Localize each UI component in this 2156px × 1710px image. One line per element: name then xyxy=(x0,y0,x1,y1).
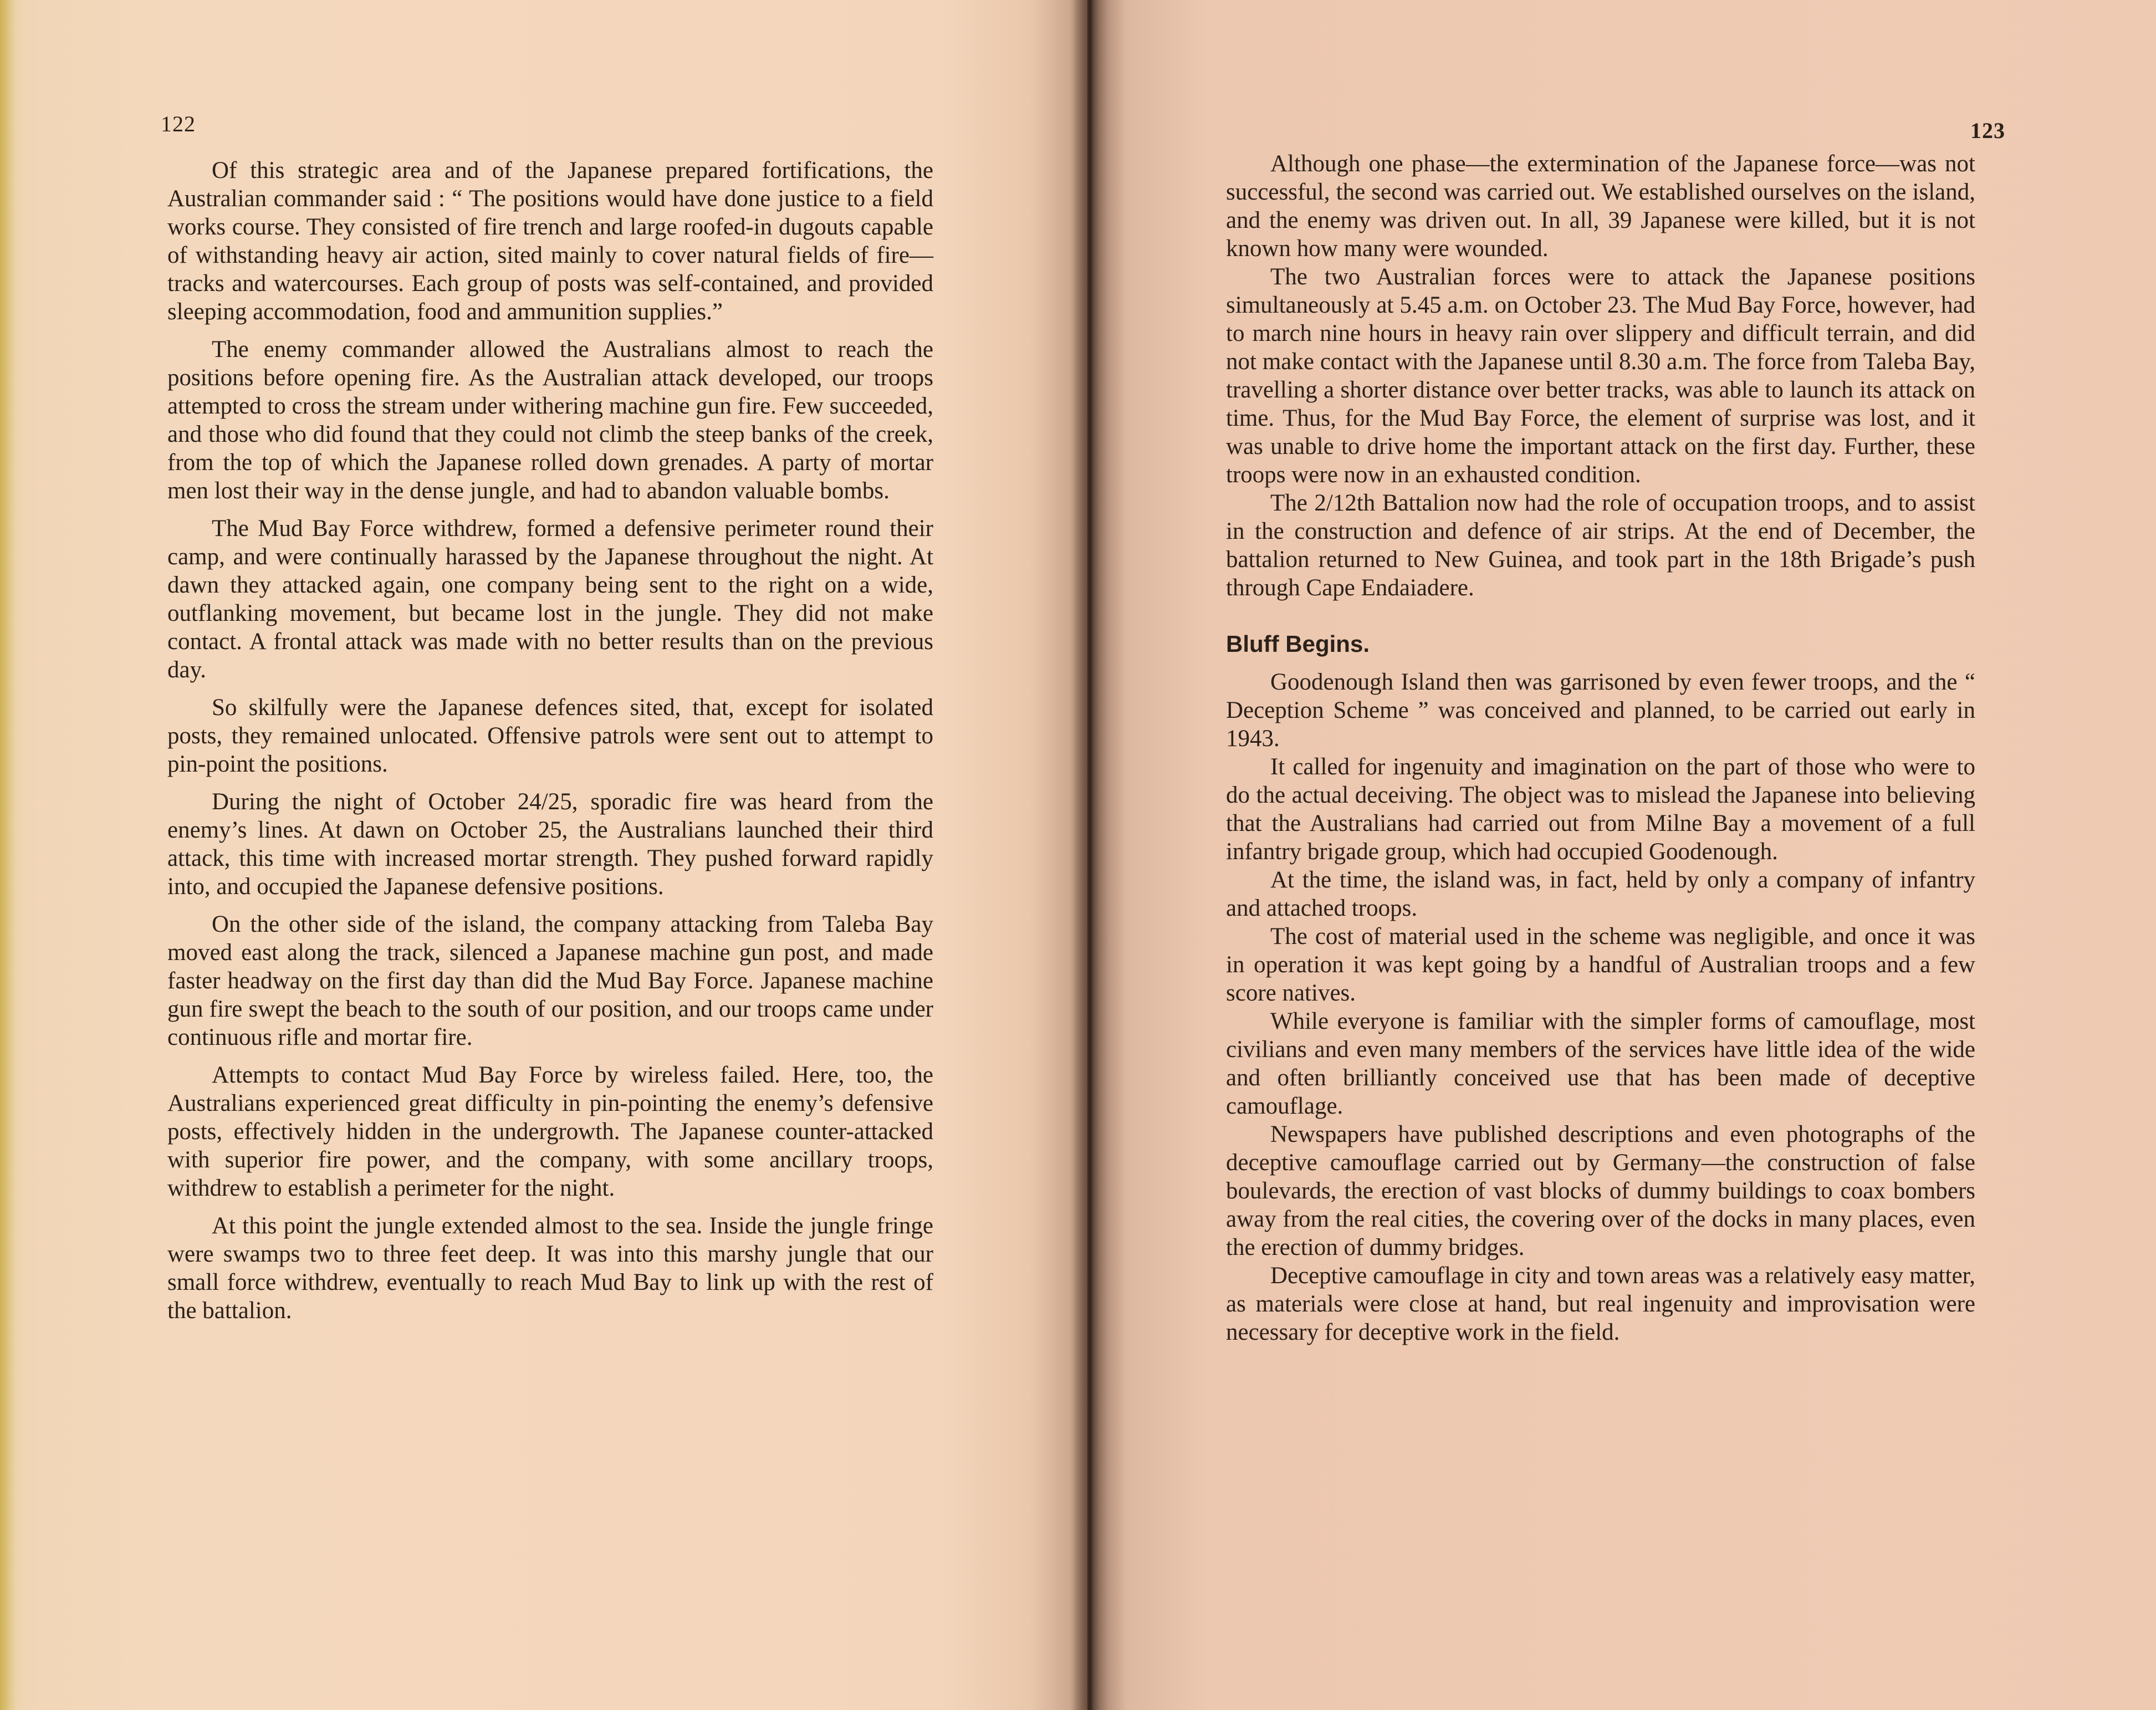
paragraph: Attempts to contact Mud Bay Force by wireless failed. Here, too, the Australians experienced great difficulty in pin-pointing the enemy’s defensive posts, effectively hidden in the undergrowth. The Japanese counter-attacked with superior fire power, and the company, with some ancillary troops, withdrew to establish a perimeter for the night. xyxy=(167,1062,933,1201)
paragraph: Deceptive camouflage in city and town areas was a relatively easy matter, as materials were close at hand, but real ingenuity and improvisation were necessary for deceptive work in the field. xyxy=(1226,1263,1975,1345)
left-page-text xyxy=(167,156,933,1334)
paragraph: During the night of October 24/25, sporadic fire was heard from the enemy’s lines. At dawn on October 25, the Australians launched their third attack, this time with increased mortar strength. They pushed forward rapidly into, and occupied the Japanese defensive positions. xyxy=(167,789,933,900)
paragraph: Goodenough Island then was garrisoned by even fewer troops, and the “ Deception Scheme ” was conceived and planned, to be carried out early in 1943. xyxy=(1226,669,1975,752)
paragraph: It called for ingenuity and imagination on the part of those who were to do the actual deceiving. The object was to mislead the Japanese into believing that the Australians had carried out from Milne Bay a movement of a full infantry brigade group, which had occupied Goodenough. xyxy=(1226,754,1975,865)
page-number-right: 123 xyxy=(1970,118,2005,143)
paragraph: Although one phase—the extermination of the Japanese force—was not successful, the second was carried out. We established ourselves on the island, and the enemy was driven out. In all, 39 Japanese were killed, but it is not known how many were wounded. xyxy=(1226,151,1975,262)
right-page xyxy=(1087,0,2156,1710)
paragraph: The 2/12th Battalion now had the role of occupation troops, and to assist in the construction and defence of air strips. At the end of December, the battalion returned to New Guinea, and took part in the 18th Brigade’s push through Cape Endaiadere. xyxy=(1226,490,1975,601)
paragraph: At the time, the island was, in fact, held by only a company of infantry and attached troops. xyxy=(1226,867,1975,921)
paragraph: At this point the jungle extended almost to the sea. Inside the jungle fringe were swamps two to three feet deep. It was into this marshy jungle that our small force withdrew, eventually to reach Mud Bay to link up with the rest of the battalion. xyxy=(167,1213,933,1324)
paragraph: So skilfully were the Japanese defences sited, that, except for isolated posts, they remained unlocated. Offensive patrols were sent out to attempt to pin-point the positions. xyxy=(167,695,933,777)
section-heading: Bluff Begins. xyxy=(1226,631,1370,657)
paragraph: The two Australian forces were to attack the Japanese positions simultaneously at 5.45 a.m. on October 23. The Mud Bay Force, however, had to march nine hours in heavy rain over slippery and difficult terrain, and did not make contact with the Japanese until 8.30 a.m. The force from Taleba Bay, travelling a shorter distance over better tracks, was able to launch its attack on time. Thus, for the Mud Bay Force, the element of surprise was lost, and it was unable to drive home the important attack on the first day. Further, these troops were now in an exhausted condition. xyxy=(1226,264,1975,488)
paragraph: Of this strategic area and of the Japanese prepared fortifications, the Australian commander said : “ The positions would have done justice to a field works course. They consisted of fire trench and large roofed-in dugouts capable of withstanding heavy air action, sited mainly to cover natural fields of fire—tracks and watercourses. Each group of posts was self-contained, and provided sleeping accommodation, food and ammunition supplies.” xyxy=(167,157,933,325)
paragraph: On the other side of the island, the company attacking from Taleba Bay moved east along the track, silenced a Japanese machine gun post, and made faster headway on the first day than did the Mud Bay Force. Japanese machine gun fire swept the beach to the south of our position, and our troops came under continuous rifle and mortar fire. xyxy=(167,911,933,1050)
paragraph: The cost of material used in the scheme was negligible, and once it was in operation it was kept going by a handful of Australian troops and a few score natives. xyxy=(1226,923,1975,1006)
paragraph: Newspapers have published descriptions and even photographs of the deceptive camouflage carried out by Germany—the construction of false boulevards, the erection of vast blocks of dummy buildings to coax bombers away from the real cities, the covering over of the docks in many places, even the erection of dummy bridges. xyxy=(1226,1121,1975,1260)
paragraph: While everyone is familiar with the simpler forms of camouflage, most civilians and even many members of the services have little idea of the wide and often brilliantly conceived use that has been made of deceptive camouflage. xyxy=(1226,1008,1975,1119)
page-number-left: 122 xyxy=(161,111,196,136)
paragraph: The Mud Bay Force withdrew, formed a defensive perimeter round their camp, and were continually harassed by the Japanese throughout the night. At dawn they attacked again, one company being sent to the right on a wide, outflanking movement, but became lost in the jungle. They did not make contact. A frontal attack was made with no better results than on the previous day. xyxy=(167,515,933,683)
paragraph: The enemy commander allowed the Australians almost to reach the positions before opening fire. As the Australian attack developed, our troops attempted to cross the stream under withering machine gun fire. Few succeeded, and those who did found that they could not climb the steep banks of the creek, from the top of which the Japanese rolled down grenades. A party of mortar men lost their way in the dense jungle, and had to abandon valuable bombs. xyxy=(167,336,933,504)
right-page-text xyxy=(1226,150,1975,1346)
page-edge-stain xyxy=(0,0,17,1710)
